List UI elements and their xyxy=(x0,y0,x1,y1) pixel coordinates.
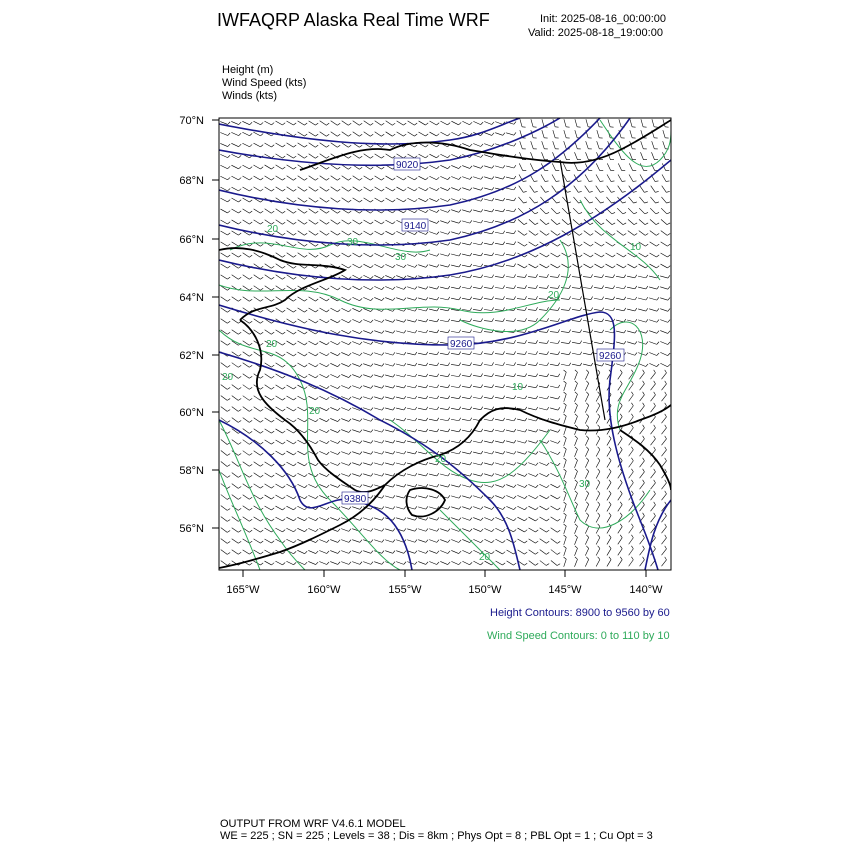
model-config: WE = 225 ; SN = 225 ; Levels = 38 ; Dis = 8km ; Phys Opt = 8 ; PBL Opt = 1 ; Cu Opt = 3 xyxy=(220,830,653,842)
lat-label: 66°N xyxy=(179,234,204,246)
lat-label: 70°N xyxy=(179,115,204,127)
lon-tick-labels xyxy=(226,584,663,596)
wind-label: 20 xyxy=(435,454,447,465)
wind-label: 20 xyxy=(266,339,278,350)
field-label-height: Height (m) xyxy=(222,64,274,76)
wind-label: 20 xyxy=(479,552,491,563)
height-label: 9380 xyxy=(344,494,367,505)
init-time: Init: 2025-08-16_00:00:00 xyxy=(540,13,666,25)
lat-label: 56°N xyxy=(179,523,204,535)
height-contour-legend: Height Contours: 8900 to 9560 by 60 xyxy=(490,607,670,619)
wind-label: 20 xyxy=(222,372,234,383)
wind-label: 30 xyxy=(579,479,591,490)
wind-label: 30 xyxy=(347,237,359,248)
lat-label: 60°N xyxy=(179,407,204,419)
lon-label: 155°W xyxy=(388,584,422,596)
lat-label: 62°N xyxy=(179,350,204,362)
field-label-wind-speed: Wind Speed (kts) xyxy=(222,77,307,89)
lon-label: 165°W xyxy=(226,584,260,596)
lon-label: 140°W xyxy=(629,584,663,596)
lat-label: 64°N xyxy=(179,292,204,304)
lon-label: 160°W xyxy=(307,584,341,596)
wind-contour-legend: Wind Speed Contours: 0 to 110 by 10 xyxy=(487,630,670,642)
wind-label: 10 xyxy=(512,382,524,393)
lat-tick-labels xyxy=(179,115,204,535)
height-label: 9020 xyxy=(396,160,419,171)
height-label: 9140 xyxy=(404,221,427,232)
wind-label: 30 xyxy=(395,252,407,263)
lon-label: 145°W xyxy=(548,584,582,596)
height-label: 9260 xyxy=(450,339,473,350)
valid-time: Valid: 2025-08-18_19:00:00 xyxy=(528,27,663,39)
model-info: OUTPUT FROM WRF V4.6.1 MODEL xyxy=(220,818,406,830)
wind-label: 20 xyxy=(548,290,560,301)
wind-label: 20 xyxy=(267,224,279,235)
lon-label: 150°W xyxy=(468,584,502,596)
field-label-winds: Winds (kts) xyxy=(222,90,277,102)
wind-label: 10 xyxy=(630,242,642,253)
lat-label: 58°N xyxy=(179,465,204,477)
lat-label: 68°N xyxy=(179,175,204,187)
map-title: IWFAQRP Alaska Real Time WRF xyxy=(217,10,490,30)
height-label: 9260 xyxy=(599,351,622,362)
wind-label: 20 xyxy=(309,406,321,417)
